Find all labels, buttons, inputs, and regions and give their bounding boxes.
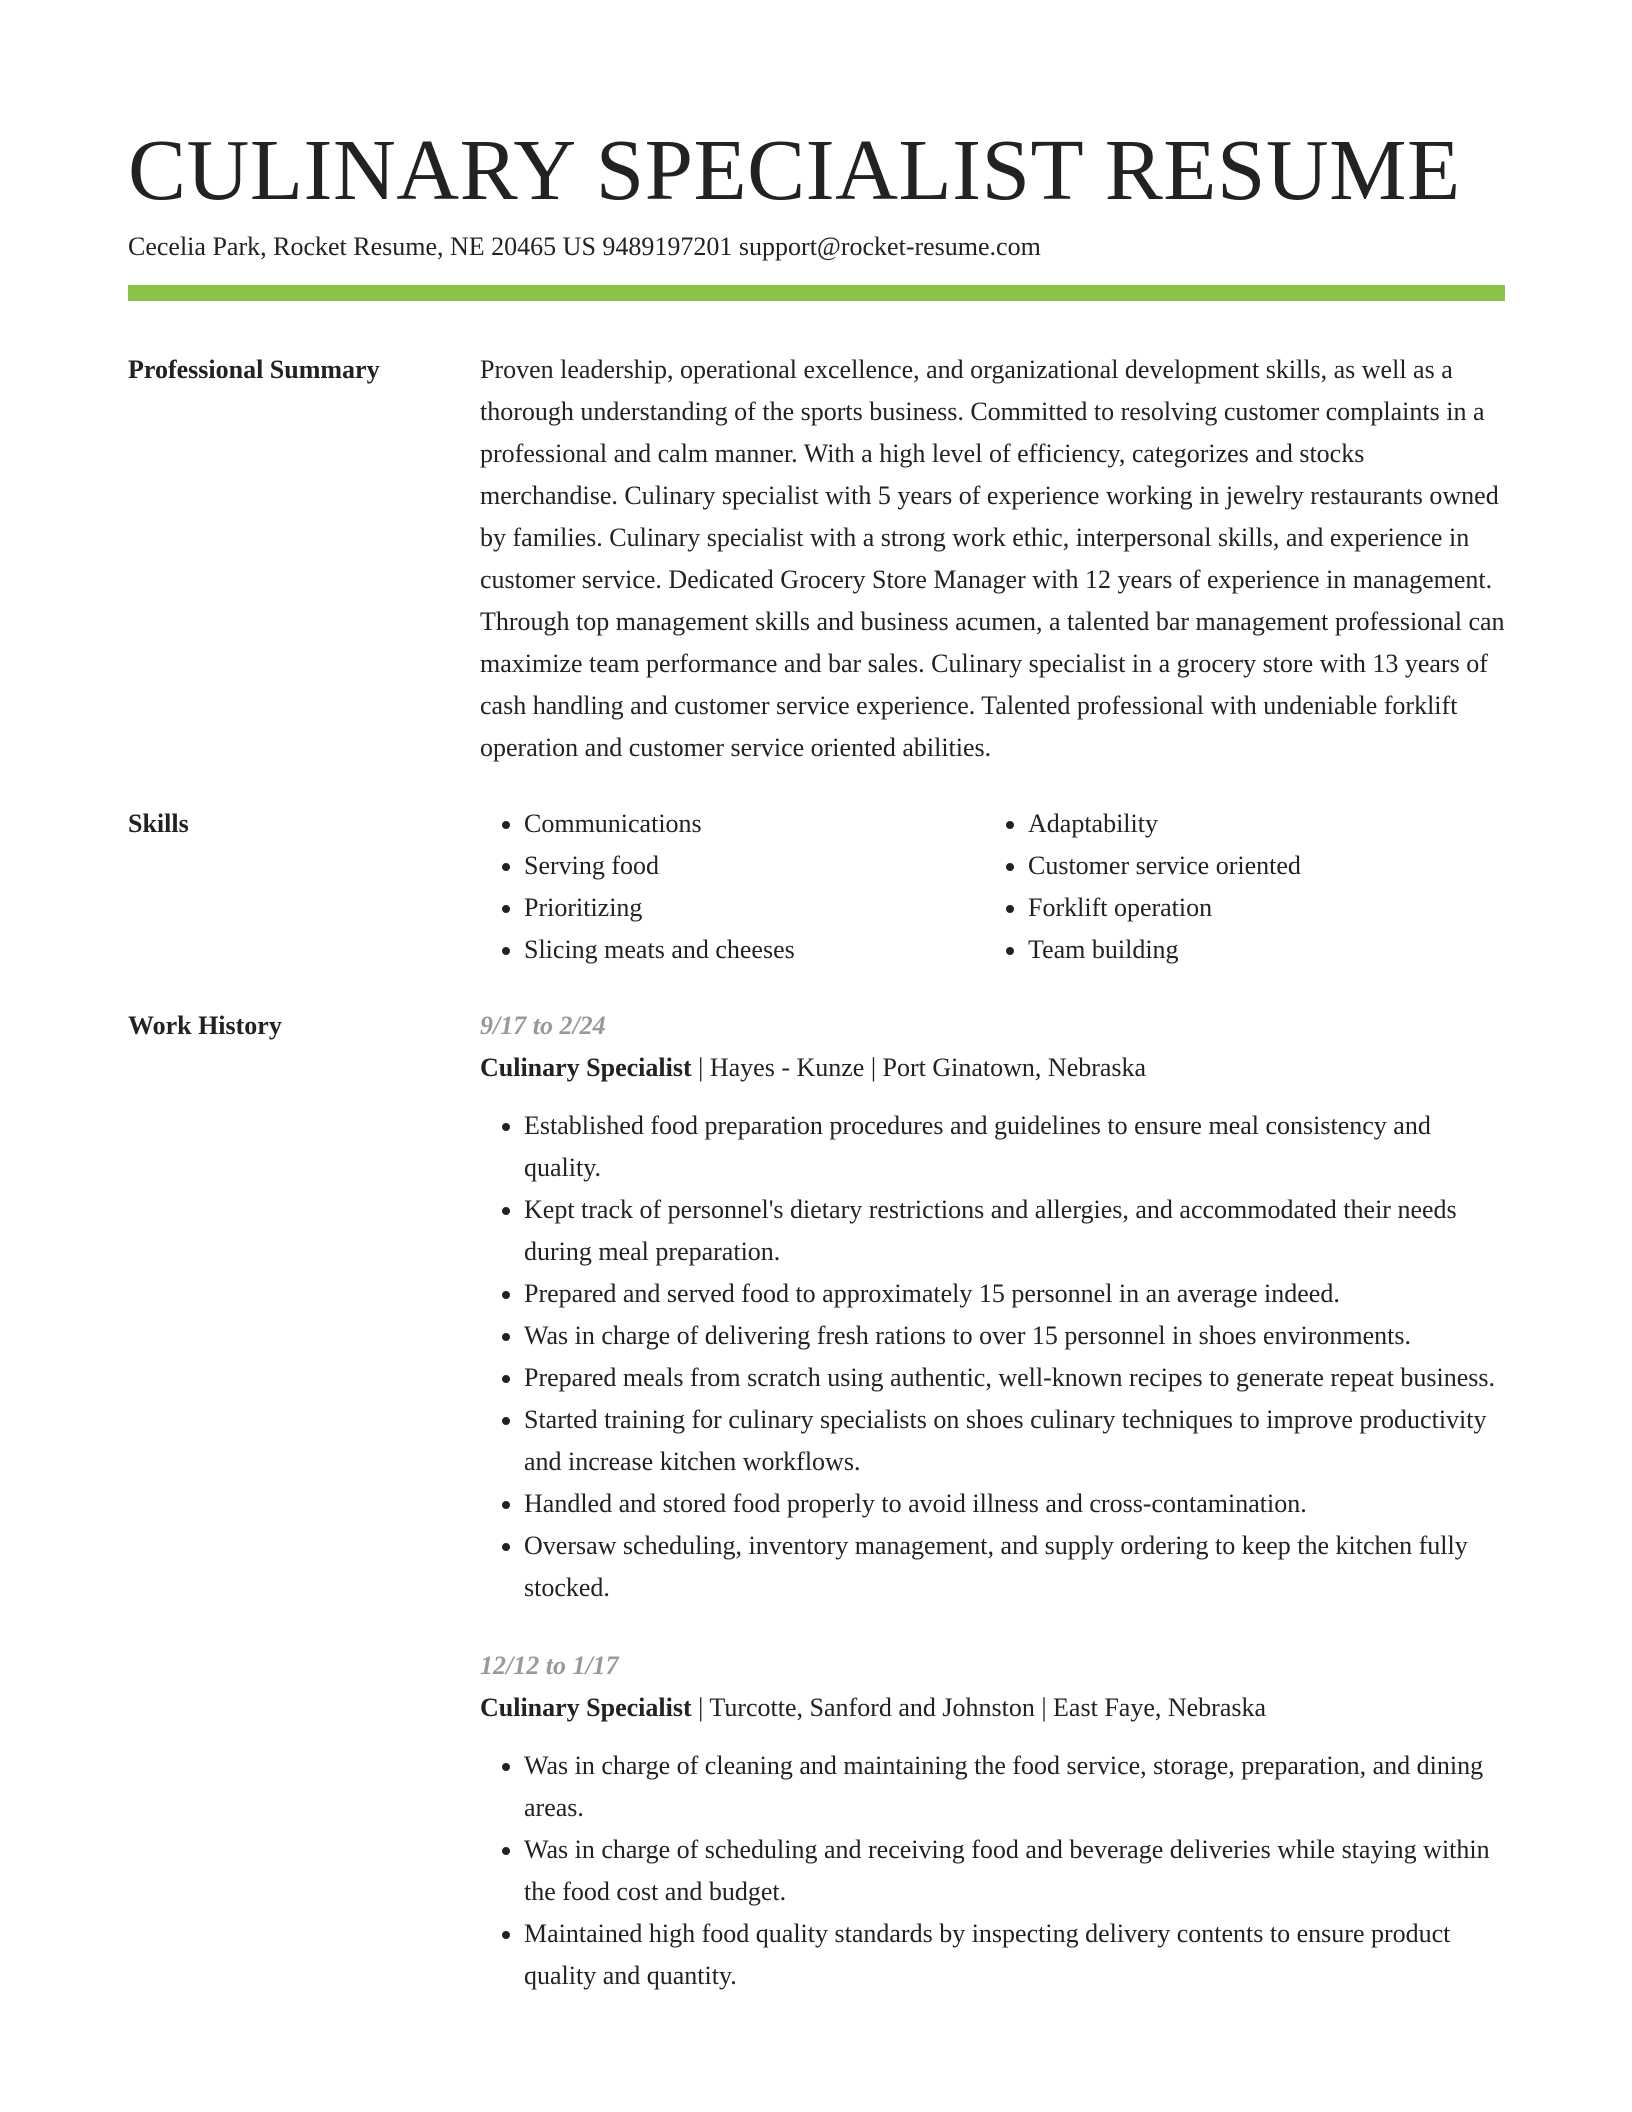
- work-history-body: [480, 1005, 1505, 1997]
- job-bullet: • Prepared and served food to approximately 15 personnel in an average indeed.: [524, 1273, 1505, 1315]
- job-bullet: • Oversaw scheduling, inventory management, and supply ordering to keep the kitchen fully stocked.: [524, 1525, 1505, 1609]
- job-dates: 9/17 to 2/24: [480, 1011, 606, 1040]
- job-entry: [480, 1645, 1505, 1997]
- resume-page: [128, 120, 1505, 1997]
- job-bullet: • Kept track of personnel's dietary restrictions and allergies, and accommodated their needs during meal preparation.: [524, 1189, 1505, 1273]
- professional-summary-section: [128, 349, 1505, 769]
- skill-item: • Serving food: [524, 845, 984, 887]
- job-entry: [480, 1005, 1505, 1609]
- job-bullets: [480, 1745, 1505, 1997]
- work-history-section: [128, 1005, 1505, 1997]
- summary-text: Proven leadership, operational excellence, and organizational development skills, as well as a thorough understanding of the sports business. Committed to resolving customer complaints in a professional and calm manner. With a high level of efficiency, categorizes and stocks merchandise. Culinary specialist with 5 years of experience working in jewelry restaurants owned by families. Culinary specialist with a strong work ethic, interpersonal skills, and experience in customer service. Dedicated Grocery Store Manager with 12 years of experience in management. Through top management skills and business acumen, a talented bar management professional can maximize team performance and bar sales. Culinary specialist in a grocery store with 13 years of cash handling and customer service experience. Talented professional with undeniable forklift operation and customer service oriented abilities.: [480, 355, 1505, 762]
- skills-body: [480, 803, 1505, 971]
- job-bullet: • Handled and stored food properly to avoid illness and cross-contamination.: [524, 1483, 1505, 1525]
- job-bullets: [480, 1105, 1505, 1609]
- job-role: Culinary Specialist: [480, 1693, 692, 1722]
- skills-section: [128, 803, 1505, 971]
- skill-item: • Customer service oriented: [1028, 845, 1505, 887]
- accent-divider: [128, 285, 1505, 301]
- skill-item: • Prioritizing: [524, 887, 984, 929]
- skill-item: • Communications: [524, 803, 984, 845]
- section-label-summary: Professional Summary: [128, 355, 380, 384]
- summary-body: [480, 349, 1505, 769]
- section-label-skills: Skills: [128, 809, 189, 838]
- job-bullet: • Was in charge of cleaning and maintaining the food service, storage, preparation, and dining areas.: [524, 1745, 1505, 1829]
- skill-item: • Team building: [1028, 929, 1505, 971]
- job-bullet: • Maintained high food quality standards by inspecting delivery contents to ensure product quality and quantity.: [524, 1913, 1505, 1997]
- job-bullet: • Was in charge of scheduling and receiving food and beverage deliveries while staying within the food cost and budget.: [524, 1829, 1505, 1913]
- job-details: | Turcotte, Sanford and Johnston | East Faye, Nebraska: [691, 1693, 1267, 1722]
- section-label-work-history: Work History: [128, 1011, 282, 1040]
- skill-item: • Adaptability: [1028, 803, 1505, 845]
- resume-title: CULINARY SPECIALIST RESUME: [128, 121, 1461, 218]
- job-heading: [480, 1687, 1505, 1729]
- job-details: | Hayes - Kunze | Port Ginatown, Nebraska: [691, 1053, 1147, 1082]
- job-bullet: • Was in charge of delivering fresh rations to over 15 personnel in shoes environments.: [524, 1315, 1505, 1357]
- skills-list-left: [480, 803, 984, 971]
- skills-list-right: [984, 803, 1505, 971]
- job-dates: 12/12 to 1/17: [480, 1651, 619, 1680]
- job-bullet: • Established food preparation procedures and guidelines to ensure meal consistency and quality.: [524, 1105, 1505, 1189]
- job-bullet: • Started training for culinary specialists on shoes culinary techniques to improve productivity and increase kitchen workflows.: [524, 1399, 1505, 1483]
- job-bullet: • Prepared meals from scratch using authentic, well-known recipes to generate repeat business.: [524, 1357, 1505, 1399]
- contact-line: Cecelia Park, Rocket Resume, NE 20465 US 9489197201 support@rocket-resume.com: [128, 232, 1041, 261]
- job-heading: [480, 1047, 1505, 1089]
- job-role: Culinary Specialist: [480, 1053, 692, 1082]
- skill-item: • Slicing meats and cheeses: [524, 929, 984, 971]
- skill-item: • Forklift operation: [1028, 887, 1505, 929]
